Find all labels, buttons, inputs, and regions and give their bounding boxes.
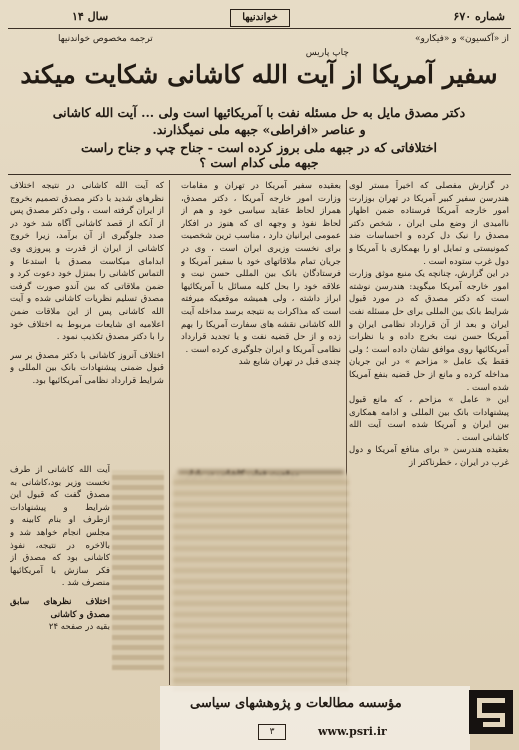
paragraph: آیت الله کاشانی از طرف نخست وزیر بود،کاشانی به مصدق گفت که قبول این شرایط و پیشنهادات ازطرف او بنام کابینه و مجلس انجام خواهد شد و بالاخره در نتیجه، نفوذ کاشانی بود که مصدق از فکر سازش با آمریکائیها منصرف شد . [10,465,110,589]
article-column-left [10,180,164,460]
deck-rule [8,174,511,175]
website-link[interactable]: www.psri.ir [318,725,387,738]
blurred-inset-box [173,474,349,690]
paragraph: اختلاف نظرهای سابق مصدق و کاشانی [10,596,110,620]
paragraph: چندی قبل در تهران شایع شد [238,357,341,368]
inline-photo [112,470,164,670]
translation-label: ترجمه مخصوص خواندنیها [58,34,153,44]
year-label: سال ۱۴ [72,10,109,23]
page-number: ۳ [258,724,286,740]
header-rule [8,28,511,29]
article-column-middle [181,180,341,466]
column-divider [169,180,170,685]
paragraph: بعقیده هندرسن « برای منافع آمریکا و دول غرب در ایران ، خطرناکتر از [349,445,509,469]
deck-line-1: دکتر مصدق مایل به حل مسئله نفت با آمریکائیها است ولی ... آیت الله کاشانی [52,105,466,120]
main-headline: سفیر آمریکا از آیت الله کاشانی شکایت میکند [20,60,498,89]
paragraph: در این گزارش، چنانچه یک منبع موثق وزارت امور خارجه آمریکا میگوید: هندرسن نوشته است که دکتر مصدق که در مورد قبول شرایط بانک بین المللی برای حل مسئله نفت ایران و بعد از آن قرارداد نظامی ایران و آمریکا حسن نیت بخرج داده و با نظرات آمریکائیها روی موافق نشان داده است ؛ ولی فقط یک عامل « مزاحم » در این جریان مداخله کرده و مانع از حل قضیه بنفع آمریکا شده است . [349,269,509,393]
reprint-label: چاپ پاریس [305,48,349,58]
continuation-text [10,464,110,686]
article-column-right [349,180,509,685]
deck-line-3: اختلافاتی که در جبهه ملی بروز کرده است - جناح چپ و جناح راست [80,140,438,155]
continued-note: بقیه در صفحه ۲۴ [48,622,110,633]
paragraph: در گزارش مفصلی که اخیراً مستر لوی هندرسن سفیر کبیر آمریکا در تهران بوزارت امور خارجه آمریکا فرستاده ضمن اظهار ناامیدی از وضع ملی ایران ، شخص دکتر مصدق را نیک دل کرده و احساسات ضد کمونیستی و تمایل او را بهمکاری با آمریکا و دول غرب ستوده است . [349,181,509,267]
deck-line-2: و عناصر «افراطی» جبهه ملی نمیگذارند. [152,122,366,137]
source-label: از «آکسیون» و «فیکارو» [414,34,509,44]
paragraph: این « عامل » مزاحم ، که مانع قبول پیشنهادات بانک بین المللی و ادامه همکاری بین ایران و آمریکا شده است آیت الله کاشانی است . [349,395,509,443]
paragraph: بعقیده سفیر آمریکا در تهران و مقامات وزارت امور خارجه آمریکا ، دکتر مصدق، همراز لحاظ عقاید سیاسی خود و هم از لحاظ نفوذ و وجهه ای که هنوز در افکار عمومی ایرانیان دارد ، مناسب ترین شخصیت برای نخست وزیری ایران است ، وی در جریان تمام ملاقاتهای خود با سفیر آمریکا و فرستادگان بانک بین المللی حسن نیت و علاقه خود را بحل کلیه مسائل با آمریکائیها ابراز داشته ، ولی همیشه موقعیکه میرفته است که مذاکرات به نتیجه برسد مداخله آیت الله کاشانی نقشه های سفارت آمریکا را بهم زده و از حل قضیه نفت و یا تجدید قرارداد نظامی آمریکا و ایران جلوگیری کرده است . [181,181,341,355]
paragraph: اختلاف آنروز کاشانی با دکتر مصدق بر سر قبول ضمنی پیشنهادات بانک بین المللی و شرایط قرارداد نظامی آمریکائیها بود. [10,350,164,386]
institute-logo [469,690,513,734]
institute-name: مؤسسه مطالعات و پژوهشهای سیاسی [190,696,402,711]
magazine-title-box: خواندنیها [230,9,290,27]
paragraph: که آیت الله کاشانی در نتیجه اختلاف نظرهای شدید با دکتر مصدق تصمیم بخروج از ایران گرفته است ، ولی دکتر مصدق پس از آنکه از قصد کاشانی آگاه شد خود در صدد جلوگیری از آن برآمد، زیرا خروج کاشانی از ایران از قدرت و پیروزی وی ابدامای میکاست مصدق با استدعا و التماس کاشانی را بمنزل خود دعوت کرد و ضمن ملاقاتی که بین آندو صورت گرفت مصدق تسلیم نظریات کاشانی شده و آیت الله کاشانی پس از این ملاقات ضمن اعلامیه ای شایعات مربوط به اختلاف خود را با دکتر مصدق تکذیب نمود . [10,181,164,343]
issue-number: شماره ۶۷۰ [453,10,505,23]
deck-line-4: جبهه ملی کدام است ؟ [199,155,319,170]
